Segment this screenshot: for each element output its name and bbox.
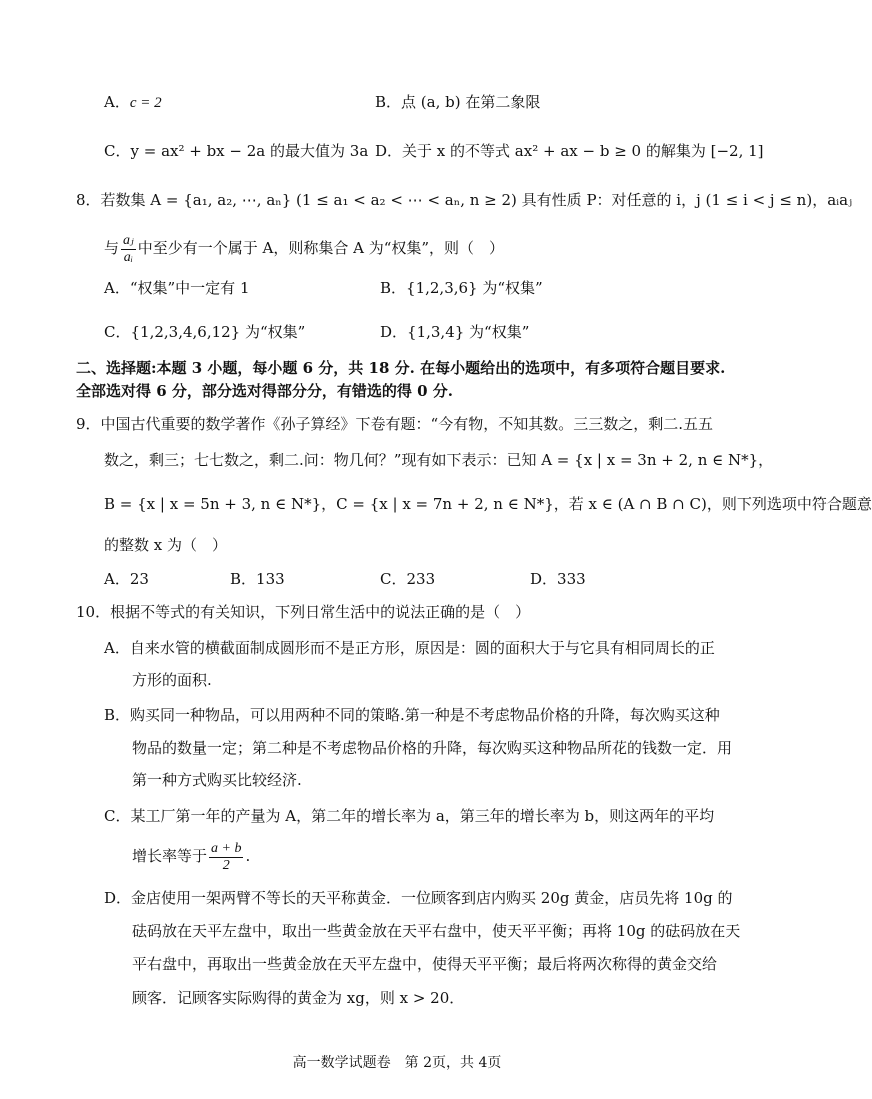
q10-option-c-line2 [132, 836, 250, 876]
q8-option-a [104, 278, 250, 298]
page-footer: 高一数学试题卷 第 2页，共 4页 [292, 1055, 502, 1071]
q7-option-b-label: B． [375, 93, 402, 111]
q8-option-d-label: D． [380, 323, 408, 341]
q10-option-b-line3: 第一种方式购买比较经济. [132, 771, 302, 789]
q7-option-c [104, 141, 368, 161]
q7-option-a-text: c = 2 [129, 95, 162, 111]
q10-option-c-fraction [209, 841, 243, 874]
q9-option-b: B．133 [230, 570, 285, 588]
q10-option-c-fraction-numerator: a + b [211, 840, 242, 856]
q9-option-a: A．23 [104, 570, 149, 588]
q8-option-c-text: {1,2,3,4,6,12} 为“权集” [130, 323, 306, 341]
q10-option-d-line4: 顾客．记顾客实际购得的黄金为 xg，则 x > 20． [132, 989, 465, 1007]
q7-option-d [375, 141, 764, 161]
q10-option-d-line1: D．金店使用一架两臂不等长的天平称黄金．一位顾客到店内购买 20g 黄金，店员先将 10g 的 [104, 889, 733, 907]
q7-option-c-text: y = ax² + bx − 2a 的最大值为 3a [130, 142, 369, 160]
q7-option-b-text: 点 (a, b) 在第二象限 [401, 93, 541, 111]
q10-option-a-line1: A．自来水管的横截面制成圆形而不是正方形，原因是：圆的面积大于与它具有相同周长的正 [104, 639, 715, 657]
q8-option-d [380, 322, 529, 342]
q8-option-c-label: C． [104, 323, 131, 341]
q8-option-a-text: “权集”中一定有 1 [129, 279, 250, 297]
q8-stem-suffix: 中至少有一个属于 A，则称集合 A 为“权集”，则（ ） [137, 239, 505, 257]
q7-option-d-label: D． [375, 142, 403, 160]
q10-option-a-line2: 方形的面积. [132, 671, 212, 689]
q8-stem-line1: 8．若数集 A = {a₁, a₂, ⋯, aₙ} (1 ≤ a₁ < a₂ < ⋯ < aₙ, n ≥ 2) 具有性质 P：对任意的 i，j (1 ≤ i < j ≤ n)，aᵢaⱼ [76, 191, 853, 209]
q10-option-c-fraction-denominator: 2 [222, 857, 230, 873]
q10-option-d-line3: 平右盘中，再取出一些黄金放在天平左盘中，使得天平平衡；最后将两次称得的黄金交给 [132, 955, 718, 973]
q10-option-c-prefix: 增长率等于 [132, 847, 208, 865]
q8-fraction-numerator: aⱼ [123, 232, 134, 248]
q9-stem-line4: 的整数 x 为（ ） [104, 536, 227, 554]
q8-option-c [104, 322, 305, 342]
q8-option-b-label: B． [380, 279, 407, 297]
q8-option-b-text: {1,2,3,6} 为“权集” [406, 279, 543, 297]
q10-option-c-suffix: . [245, 847, 251, 865]
q8-option-a-label: A． [104, 279, 130, 297]
q8-option-b [380, 278, 543, 298]
q10-option-b-line2: 物品的数量一定；第二种是不考虑物品价格的升降，每次购买这种物品所花的钱数一定．用 [132, 739, 733, 757]
q8-fraction [121, 233, 136, 266]
q10-option-d-line2: 砝码放在天平左盘中，取出一些黄金放在天平右盘中，使天平平衡；再将 10g 的砝码放在天 [132, 922, 741, 940]
q10-stem: 10．根据不等式的有关知识，下列日常生活中的说法正确的是（ ） [76, 603, 531, 621]
q7-option-a-label: A． [104, 93, 130, 111]
q8-option-d-text: {1,3,4} 为“权集” [407, 323, 530, 341]
q8-fraction-denominator: aᵢ [123, 249, 133, 265]
q8-stem-prefix: 与 [104, 239, 120, 257]
q9-stem-line1: 9．中国古代重要的数学著作《孙子算经》下卷有题：“今有物，不知其数。三三数之，剩二.五五 [76, 415, 713, 433]
q7-option-c-label: C． [104, 142, 131, 160]
q9-option-c: C．233 [380, 570, 436, 588]
section2-heading-line2: 全部选对得 6 分，部分选对得部分分，有错选的得 0 分. [76, 382, 453, 400]
q10-option-b-line1: B．购买同一种物品，可以用两种不同的策略.第一种是不考虑物品价格的升降，每次购买这种 [104, 706, 720, 724]
q10-option-c-line1: C．某工厂第一年的产量为 A，第二年的增长率为 a，第三年的增长率为 b，则这两年的平均 [104, 807, 715, 825]
q7-option-d-text: 关于 x 的不等式 ax² + ax − b ≥ 0 的解集为 [−2, 1] [402, 142, 764, 160]
q7-option-a [104, 92, 162, 113]
q9-option-d: D．333 [530, 570, 586, 588]
section2-heading-line1: 二、选择题:本题 3 小题，每小题 6 分，共 18 分. 在每小题给出的选项中，有多项符合题目要求. [76, 359, 726, 377]
q7-option-b [375, 92, 540, 112]
q9-stem-line2: 数之，剩三；七七数之，剩二.问：物几何？”现有如下表示：已知 A = {x | x = 3n + 2, n ∈ N*}， [104, 451, 774, 469]
q9-stem-line3: B = {x | x = 5n + 3, n ∈ N*}，C = {x | x = 7n + 2, n ∈ N*}，若 x ∈ (A ∩ B ∩ C)，则下列选项中符合题意 [104, 495, 872, 513]
q8-stem-line2 [104, 228, 504, 268]
